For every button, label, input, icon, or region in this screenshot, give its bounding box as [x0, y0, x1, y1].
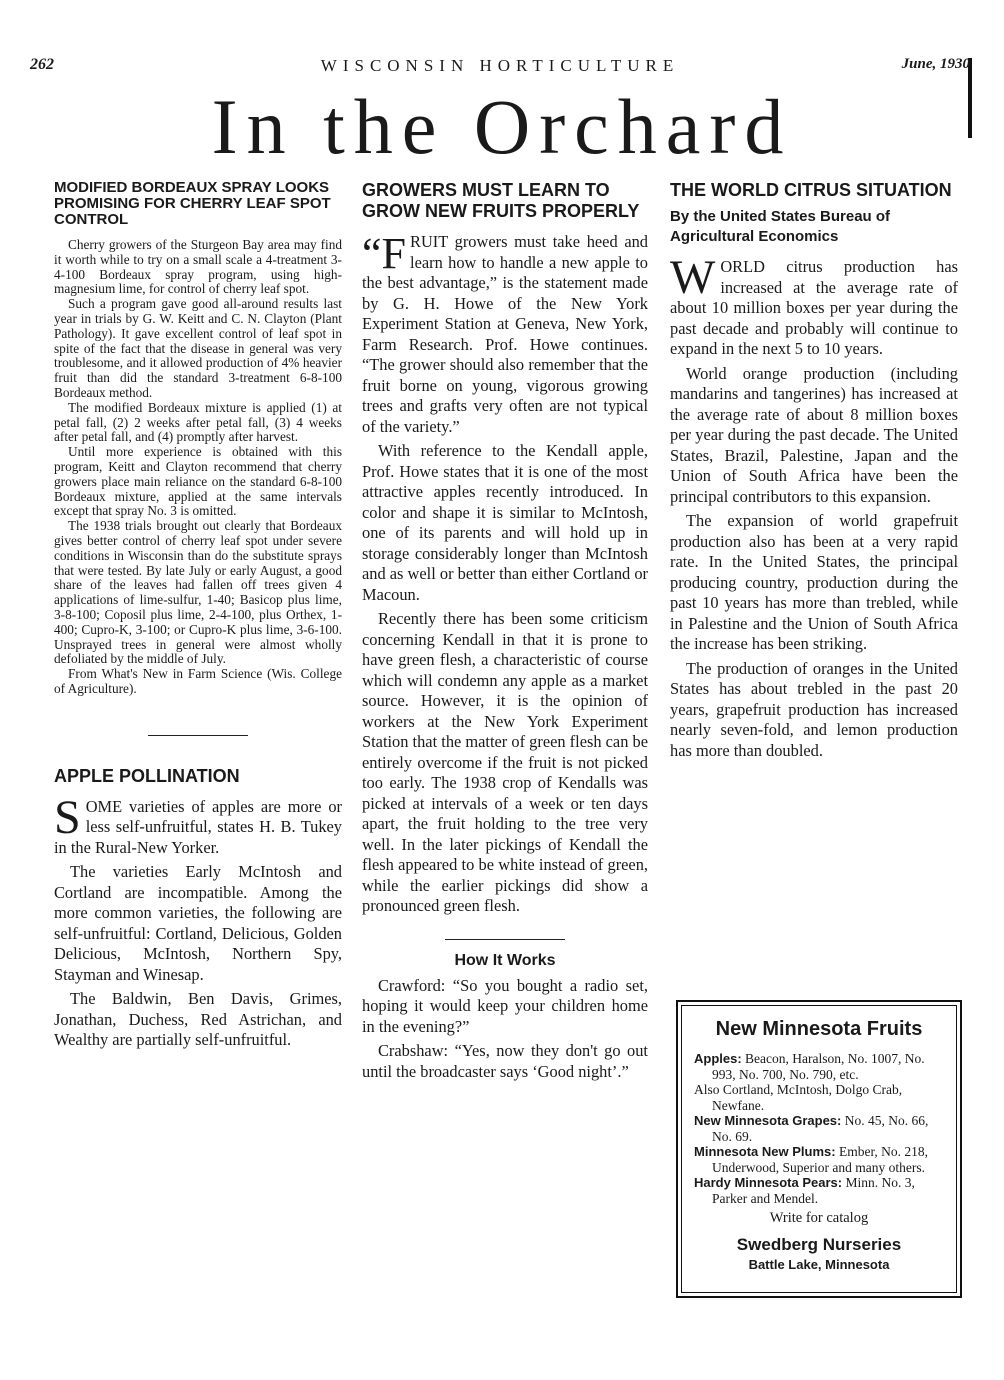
- ad-entry: [694, 1113, 944, 1144]
- citrus-lead-paragraph: [670, 251, 958, 360]
- ad-entry-text: No. 45, No. 66, No. 69.: [712, 1113, 929, 1144]
- pollination-paragraph: The varieties Early McIntosh and Cortland are incompatible. Among the more common varieties, the following are self-unfruitful: Cortland, Delicious, Golden Delicious, McIntosh, Northern Spy, Stayman and Winesap.: [54, 862, 342, 984]
- bordeaux-paragraph: Cherry growers of the Sturgeon Bay area may find it worth while to try on a small scale a 4-treatment 3-4-100 Bordeaux spray program, using high-magnesium lime, for control of cherry leaf spot.: [54, 237, 342, 297]
- section-banner: In the Orchard: [211, 83, 793, 170]
- growers-lead-text: RUIT growers must take heed and learn how to handle a new apple to the best advantage,” is the statement made by G. H. Howe of the New York Experiment Station at Geneva, New York, Farm Research. Prof. Howe continues. “The grower should also remember that the fruit borne on young, vigorous growing trees and grafts very often are not typical of the variety.”: [362, 232, 648, 436]
- bordeaux-paragraph: Such a program gave good all-around results last year in trials by G. W. Keitt and C. N. Clayton (Plant Pathology). It gave excellent control of leaf spot in spite of the fact that the disease in general was very troublesome, and it allowed production of 4% heavier fruit than did the standard 3-treatment 6-8-100 Bordeaux method.: [54, 296, 342, 400]
- ad-entry: [694, 1082, 944, 1113]
- column-left: [54, 180, 342, 1051]
- magazine-name: WISCONSIN HORTICULTURE: [320, 56, 680, 75]
- issue-date: June, 1930: [901, 56, 970, 72]
- nursery-advertisement: [676, 1000, 962, 1298]
- ad-entry-label: New Minnesota Grapes:: [694, 1113, 842, 1128]
- ad-entry-text: Also Cortland, McIntosh, Dolgo Crab, Newfane.: [694, 1082, 903, 1113]
- page-number: 262: [30, 56, 54, 73]
- growers-paragraph: With reference to the Kendall apple, Prof. Howe states that it is one of the most attractive apples recently introduced. In color and shape it is similar to McIntosh, one of its parents and will hold up in storage considerably longer than McIntosh and as well or better than either Cortland or Macoun.: [362, 441, 648, 604]
- growers-paragraph: Recently there has been some criticism concerning Kendall in that it is prone to have green flesh, a characteristic of course which will condemn any apple as a market source. However, it is the opinion of workers at the New York Experiment Station that the matter of green flesh can be entirely overcome if the fruit is not picked too early. The 1938 crop of Kendalls was picked at intervals of a week or ten days apart, the fruit holding to the tree very well. In the later pickings of Kendall the flesh appeared to be white instead of green, while the earlier pickings did show a pronounced green flesh.: [362, 609, 648, 915]
- growers-lead-paragraph: [362, 229, 648, 437]
- bordeaux-source: From What's New in Farm Science (Wis. College of Agriculture).: [54, 666, 342, 696]
- bordeaux-paragraph: The 1938 trials brought out clearly that Bordeaux gives better control of cherry leaf spot under severe conditions in Wisconsin than do the substitute sprays that were tested. By late July or early August, a good share of the leaves had fallen off trees given 4 applications of lime-sulfur, 1-40; Basicop plus lime, 3-8-100; Coposil plus lime, 2-4-100, plus Orthex, 1-400; Cupro-K, 3-100; or Cupro-K plus lime, 3-6-100. Unsprayed trees in general were almost wholly defoliated by the middle of July.: [54, 518, 342, 667]
- ad-entry-label: Hardy Minnesota Pears:: [694, 1175, 843, 1190]
- citrus-headline: THE WORLD CITRUS SITUATION: [670, 180, 952, 200]
- pollination-lead-text: OME varieties of apples are more or less self-unfruitful, states H. B. Tukey in the Rural-New Yorker.: [54, 796, 342, 857]
- joke-paragraph: Crawford: “So you bought a radio set, hoping it would keep your children home in the evening?”: [362, 975, 648, 1036]
- pollination-body: [54, 790, 342, 1051]
- how-it-works-headline: How It Works: [454, 951, 556, 969]
- section-divider: [148, 735, 248, 736]
- drop-cap: [362, 229, 407, 278]
- ad-entry: [694, 1144, 944, 1175]
- column-middle: [362, 180, 648, 1082]
- citrus-paragraph: The production of oranges in the United States has about trebled in the past 20 years, grapefruit production has increased nearly seven-fold, and lemon production has more than doubled.: [670, 658, 958, 760]
- ad-entry-label: Apples:: [694, 1051, 742, 1066]
- citrus-paragraph: The expansion of world grapefruit production also has been at a very rapid rate. In the United States, the principal producing country, production during the past 10 years has more than trebled, while in Palestine and the Union of South Africa the increase has been striking.: [670, 511, 958, 653]
- ad-title: New Minnesota Fruits: [715, 1018, 923, 1040]
- ad-firm-name: Swedberg Nurseries: [736, 1235, 902, 1254]
- opening-quote: “: [362, 229, 382, 278]
- ad-entry: [694, 1051, 944, 1082]
- ad-entry-text: Minn. No. 3, Parker and Mendel.: [712, 1175, 915, 1206]
- bordeaux-headline: MODIFIED BORDEAUX SPRAY LOOKS PROMISING FOR CHERRY LEAF SPOT CONTROL: [54, 179, 331, 228]
- drop-cap: W: [670, 251, 716, 304]
- bordeaux-paragraph: Until more experience is obtained with this program, Keitt and Clayton recommend that cherry growers place main reliance on the standard 6-8-100 Bordeaux mixture, applied at the same intervals except that spray No. 3 is omitted.: [54, 444, 342, 519]
- ad-firm-location: Battle Lake, Minnesota: [748, 1257, 890, 1272]
- advertisement-inner-frame: [681, 1005, 957, 1293]
- citrus-lead-text: ORLD citrus production has increased at the average rate of about 10 million boxes per year during the past decade and probably will continue to expand in the next 5 to 10 years.: [670, 257, 958, 358]
- ad-entry-text: Ember, No. 218, Underwood, Superior and many others.: [712, 1144, 929, 1175]
- joke-paragraph: Crabshaw: “Yes, now they don't go out until the broadcaster says ‘Good night’.”: [362, 1041, 648, 1081]
- citrus-paragraph: World orange production (including mandarins and tangerines) has increased at the average rate of about 8 million boxes per year during the past decade. The United States, Brazil, Palestine, Japan and the Union of South Africa have been the principal contributors to this expansion.: [670, 363, 958, 506]
- pollination-headline: APPLE POLLINATION: [54, 765, 240, 786]
- ad-catalog-offer: Write for catalog: [769, 1210, 869, 1226]
- ad-entry-text: Beacon, Haralson, No. 1007, No. 993, No. 700, No. 790, etc.: [712, 1051, 925, 1082]
- section-divider: [445, 939, 565, 940]
- drop-cap-letter: F: [381, 229, 407, 278]
- ad-entry: [694, 1175, 944, 1206]
- drop-cap: S: [54, 790, 81, 844]
- ad-entry-label: Minnesota New Plums:: [694, 1144, 836, 1159]
- bordeaux-paragraph: The modified Bordeaux mixture is applied (1) at petal fall, (2) 2 weeks after petal fall, (3) 4 weeks after petal fall, and (4) promptly after harvest.: [54, 399, 342, 445]
- column-right: [670, 180, 958, 761]
- pollination-lead-paragraph: [54, 790, 342, 859]
- running-header: [30, 56, 970, 80]
- citrus-byline: By the United States Bureau of Agricultural Economics: [670, 208, 891, 245]
- growers-headline: GROWERS MUST LEARN TO GROW NEW FRUITS PROPERLY: [362, 180, 640, 221]
- pollination-paragraph: The Baldwin, Ben Davis, Grimes, Jonathan, Duchess, Red Astrichan, and Wealthy are partially self-unfruitful.: [54, 989, 342, 1050]
